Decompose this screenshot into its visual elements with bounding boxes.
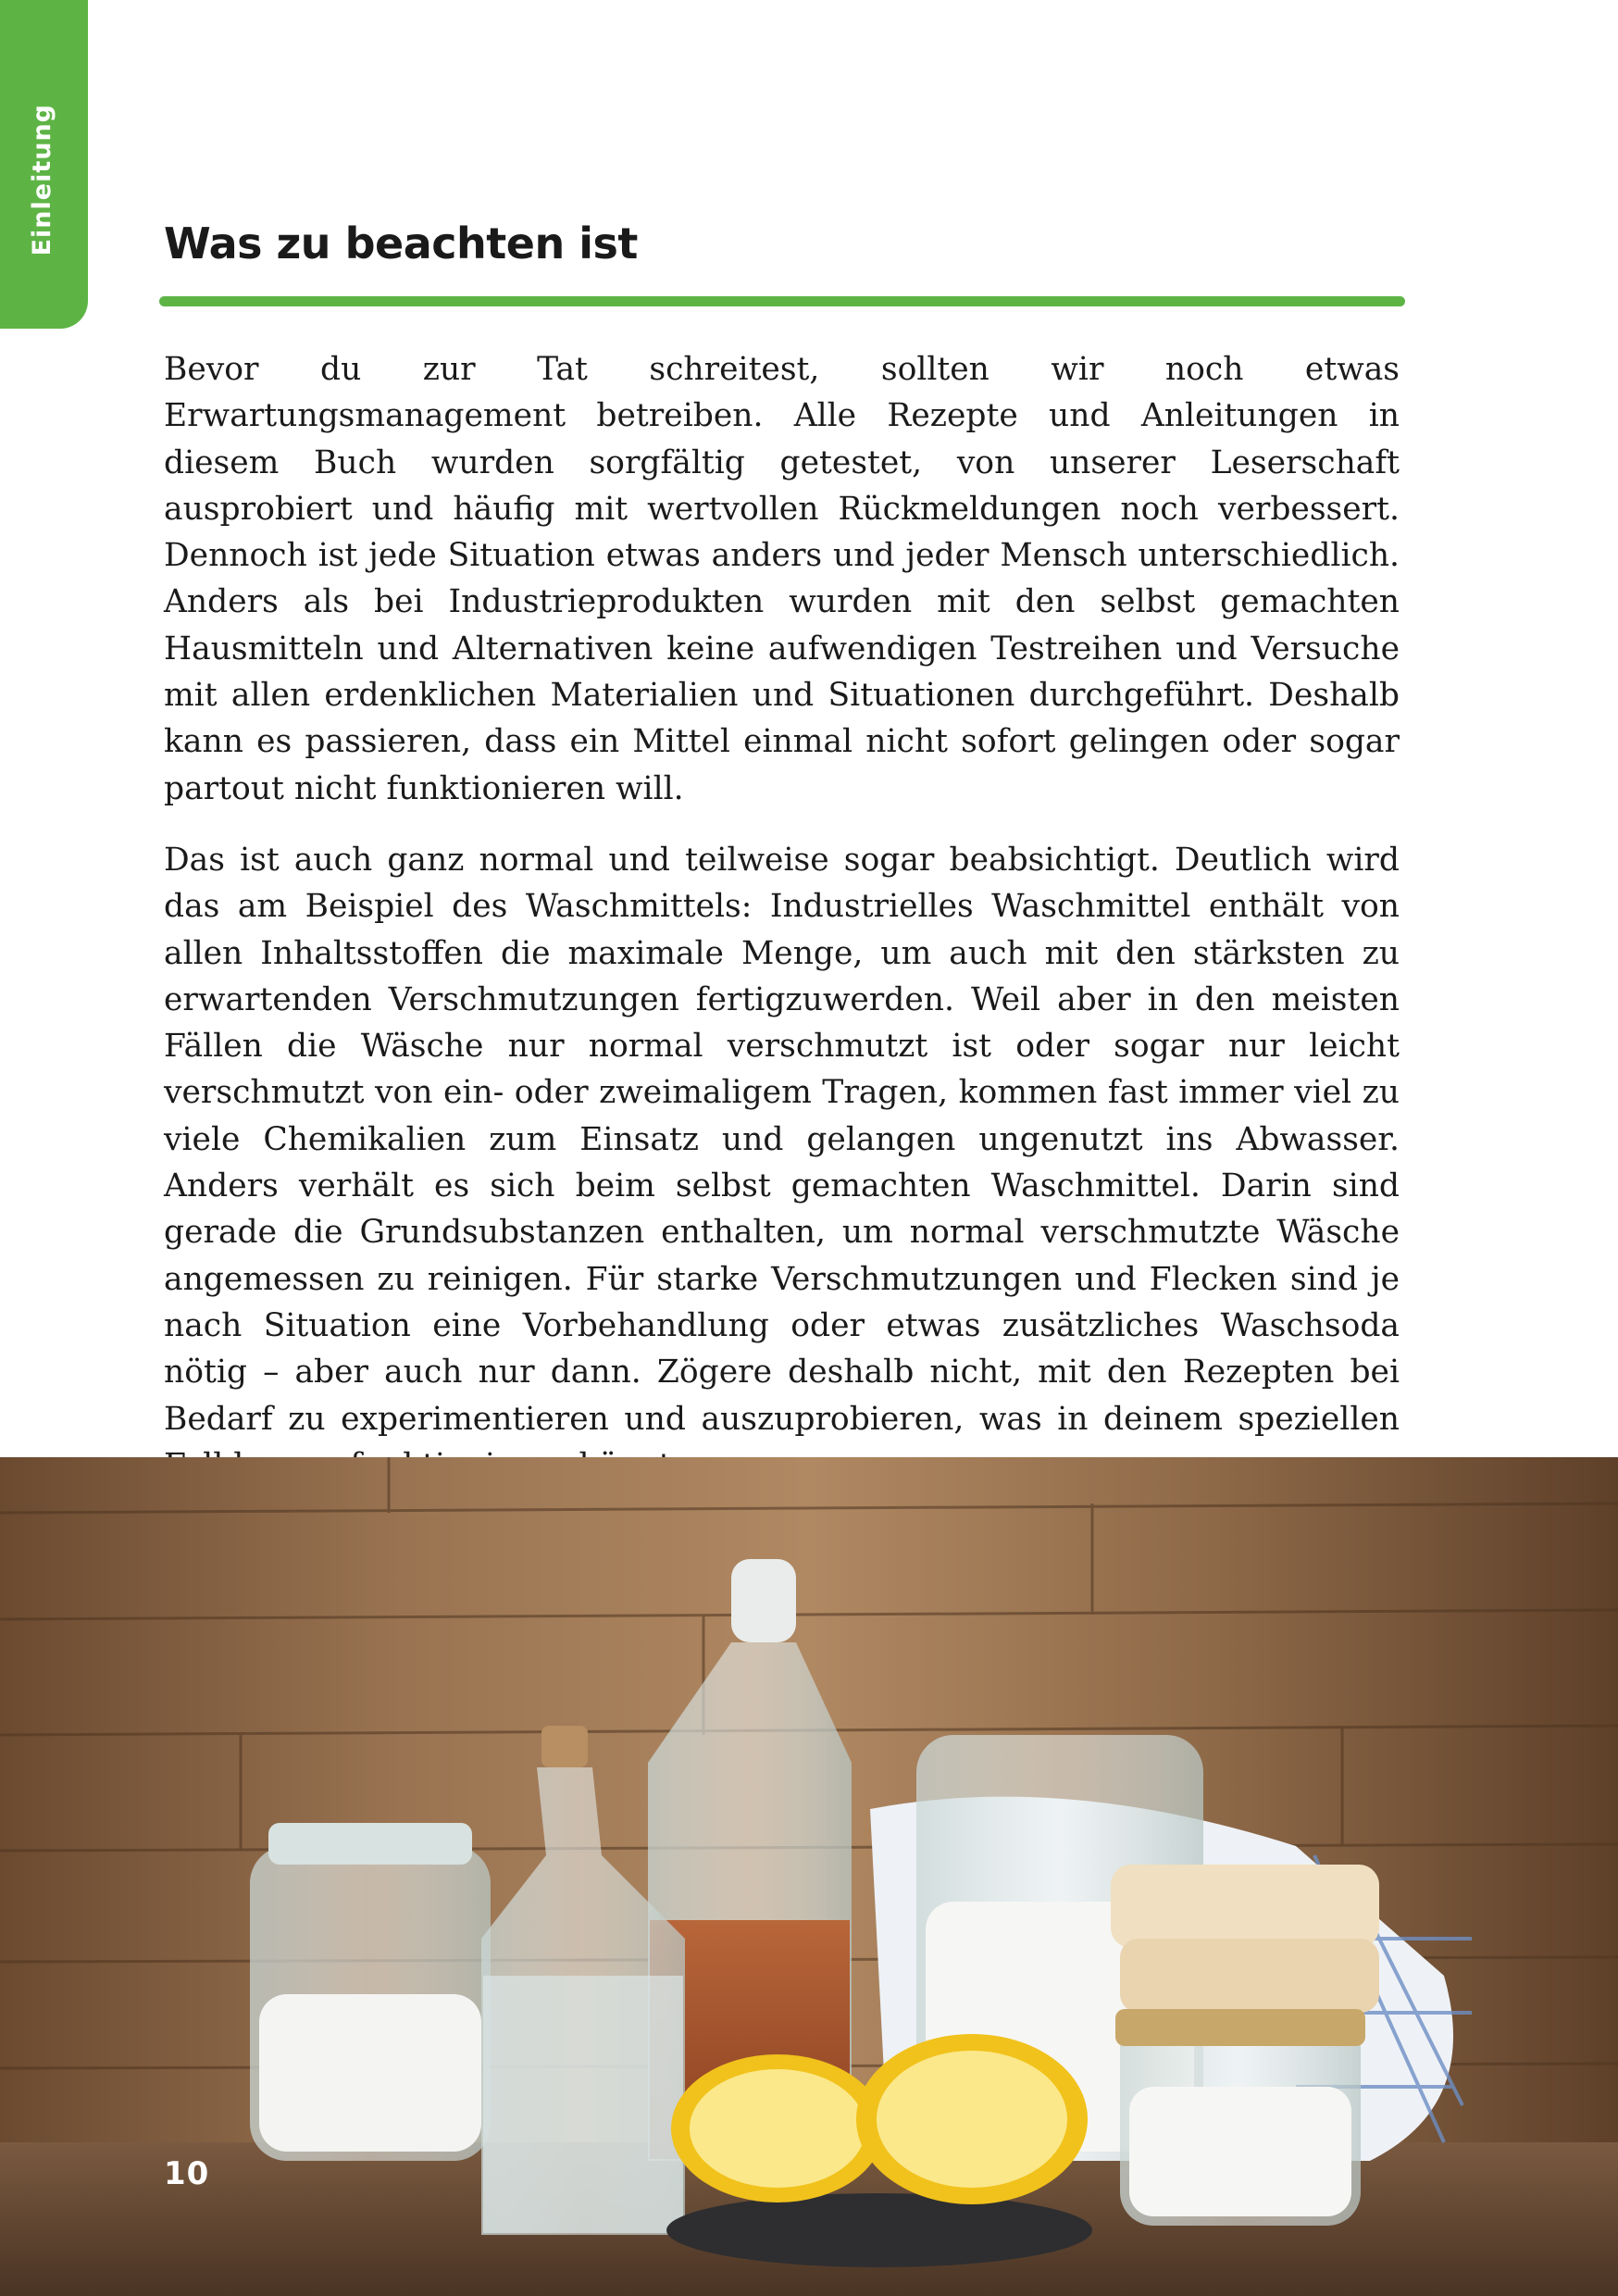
body-text bbox=[164, 346, 1400, 1514]
chapter-tab-label: Einleitung bbox=[28, 104, 56, 256]
page-number: 10 bbox=[164, 2155, 210, 2192]
paragraph-1: Bevor du zur Tat schreitest, sollten wir noch etwas Erwartungsmanagement betreiben. Alle Rezepte und Anleitungen in diesem Buch wurden sorgfältig getestet, von unserer Leserschaft ausprobiert und häufig mit wertvollen Rückmeldungen noch verbessert. Dennoch ist jede Situation etwas anders und jeder Mensch unterschiedlich. Anders als bei Industrieprodukten wurden mit den selbst gemachten Hausmitteln und Alternativen keine aufwendigen Testreihen und Versuche mit allen erdenklichen Materialien und Situationen durchgeführt. Deshalb kann es passieren, dass ein Mittel einmal nicht sofort gelingen oder sogar partout nicht funktionieren will. bbox=[164, 351, 1400, 807]
cleaning-supplies-photo bbox=[0, 1457, 1618, 2296]
heading-underline bbox=[159, 296, 1405, 306]
chapter-tab bbox=[0, 0, 88, 329]
section-heading: Was zu beachten ist bbox=[164, 218, 638, 268]
paragraph-2: Das ist auch ganz normal und teilweise sogar beabsichtigt. Deutlich wird das am Beispiel des Waschmittels: Industrielles Waschmittel enthält von allen Inhaltsstoffen die maximale Menge, um auch mit den stärksten zu erwartenden Verschmutzungen fertigzuwerden. Weil aber in den meisten Fällen die Wäsche nur normal verschmutzt ist oder sogar nur leicht verschmutzt von ein- oder zweimaligem Tragen, kommen fast immer viel zu viele Chemikalien zum Einsatz und gelangen ungenutzt ins Abwasser. Anders verhält es sich beim selbst gemachten Waschmittel. Darin sind gerade die Grundsubstanzen enthalten, um normal verschmutzte Wäsche angemessen zu reinigen. Für starke Verschmutzungen und Flecken sind je nach Situation eine Vorbehandlung oder etwas zusätzliches Waschsoda nötig – aber auch nur dann. Zögere deshalb nicht, mit den Rezepten bei Bedarf zu experimentieren und auszuprobieren, was in deinem speziellen bbox=[164, 841, 1400, 1438]
